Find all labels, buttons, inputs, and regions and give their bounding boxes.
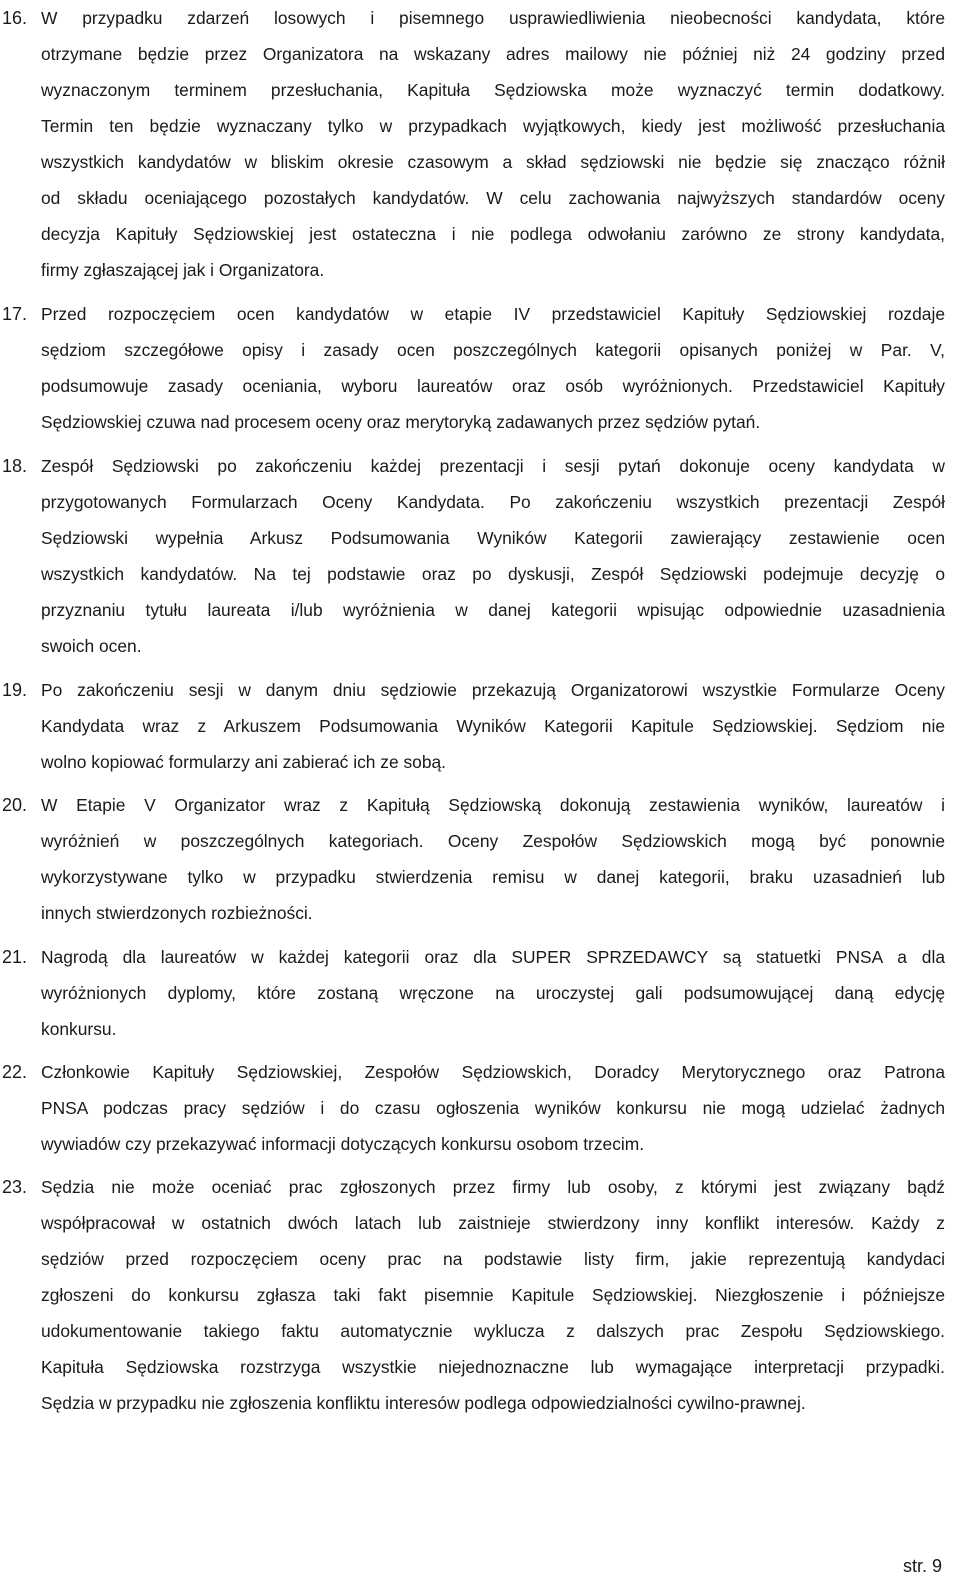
text-line: W przypadku zdarzeń losowych i pisemnego usprawiedliwienia nieobecności kandydata, które [41,8,945,28]
text-line: Sędziowskiej czuwa nad procesem oceny oraz merytoryką zadawanych przez sędziów pytań. [41,412,761,432]
text-line: Nagrodą dla laureatów w każdej kategorii oraz dla SUPER SPRZEDAWCY są statuetki PNSA a dla [41,947,945,967]
text-line: Zespół Sędziowski po zakończeniu każdej prezentacji i sesji pytań dokonuje oceny kandydata w [41,456,945,476]
paragraph-number: 23. [2,1177,28,1197]
paragraph-number: 17. [2,304,28,324]
text-line: wyróżnień w poszczególnych kategoriach. Oceny Zespołów Sędziowskich mogą być ponownie [41,831,945,851]
text-line: decyzja Kapituły Sędziowskiej jest ostateczna i nie podlega odwołaniu zarówno ze strony kandydata, [41,224,945,244]
text-line: PNSA podczas pracy sędziów i do czasu ogłoszenia wyników konkursu nie mogą udzielać żadnych [41,1098,945,1118]
text-line: innych stwierdzonych rozbieżności. [41,903,313,923]
text-line: otrzymane będzie przez Organizatora na wskazany adres mailowy nie później niż 24 godziny przed [41,44,945,64]
text-line: Kandydata wraz z Arkuszem Podsumowania Wyników Kategorii Kapitule Sędziowskiej. Sędziom nie [41,716,945,736]
text-line: od składu oceniającego pozostałych kandydatów. W celu zachowania najwyższych standardów oceny [41,188,945,208]
paragraph-number: 16. [2,8,28,28]
text-line: współpracował w ostatnich dwóch latach lub zaistnieje stwierdzony inny konflikt interesów. Każdy z [41,1213,945,1233]
text-line: Po zakończeniu sesji w danym dniu sędziowie przekazują Organizatorowi wszystkie Formularze Oceny [41,680,945,700]
text-line: firmy zgłaszającej jak i Organizatora. [41,260,325,280]
text-line: wolno kopiować formularzy ani zabierać ich ze sobą. [41,752,447,772]
text-line: udokumentowanie takiego faktu automatycznie wyklucza z dalszych prac Zespołu Sędziowskiego. [41,1321,945,1341]
text-line: Członkowie Kapituły Sędziowskiej, Zespołów Sędziowskich, Doradcy Merytorycznego oraz Patrona [41,1062,945,1082]
text-line: wywiadów czy przekazywać informacji dotyczących konkursu osobom trzecim. [41,1134,645,1154]
text-line: wyznaczonym terminem przesłuchania, Kapituła Sędziowska może wyznaczyć termin dodatkowy. [41,80,945,100]
text-line: Sędzia nie może oceniać prac zgłoszonych przez firmy lub osoby, z którymi jest związany bądź [41,1177,945,1197]
text-line: zgłoszeni do konkursu zgłasza taki fakt pisemnie Kapitule Sędziowskiej. Niezgłoszenie i późniejsze [41,1285,945,1305]
paragraph-number: 21. [2,947,28,967]
paragraph-number: 19. [2,680,28,700]
text-line: W Etapie V Organizator wraz z Kapitułą Sędziowską dokonują zestawienia wyników, laureatów i [41,795,945,815]
text-line: swoich ocen. [41,636,142,656]
paragraph-number: 20. [2,795,28,815]
text-line: podsumowuje zasady oceniania, wyboru laureatów oraz osób wyróżnionych. Przedstawiciel Kapituły [41,376,945,396]
text-line: wszystkich kandydatów w bliskim okresie czasowym a skład sędziowski nie będzie się znacząco różnił [41,152,945,172]
text-line: sędziom szczegółowe opisy i zasady ocen poszczególnych kategorii opisanych poniżej w Par. V, [41,340,945,360]
page-number: str. 9 [902,1556,942,1576]
text-line: przyznaniu tytułu laureata i/lub wyróżnienia w danej kategorii wpisując odpowiednie uzasadnienia [41,600,945,620]
text-line: Przed rozpoczęciem ocen kandydatów w etapie IV przedstawiciel Kapituły Sędziowskiej rozdaje [41,304,945,324]
text-line: wykorzystywane tylko w przypadku stwierdzenia remisu w danej kategorii, braku uzasadnień lub [41,867,945,887]
text-line: wyróżnionych dyplomy, które zostaną wręczone na uroczystej gali podsumowującej daną edycję [41,983,945,1003]
text-line: Sędzia w przypadku nie zgłoszenia konfliktu interesów podlega odpowiedzialności cywilno-prawnej. [41,1393,806,1413]
text-line: Sędziowski wypełnia Arkusz Podsumowania Wyników Kategorii zawierający zestawienie ocen [41,528,945,548]
text-line: wszystkich kandydatów. Na tej podstawie oraz po dyskusji, Zespół Sędziowski podejmuje decyzję o [41,564,945,584]
text-line: Kapituła Sędziowska rozstrzyga wszystkie niejednoznaczne lub wymagające interpretacji przypadki. [41,1357,945,1377]
text-line: Termin ten będzie wyznaczany tylko w przypadkach wyjątkowych, kiedy jest możliwość przesłuchania [41,116,945,136]
text-line: przygotowanych Formularzach Oceny Kandydata. Po zakończeniu wszystkich prezentacji Zespół [41,492,945,512]
text-line: sędziów przed rozpoczęciem oceny prac na podstawie listy firm, jakie reprezentują kandydaci [41,1249,945,1269]
paragraph-number: 22. [2,1062,28,1082]
paragraph-number: 18. [2,456,28,476]
text-line: konkursu. [41,1019,117,1039]
